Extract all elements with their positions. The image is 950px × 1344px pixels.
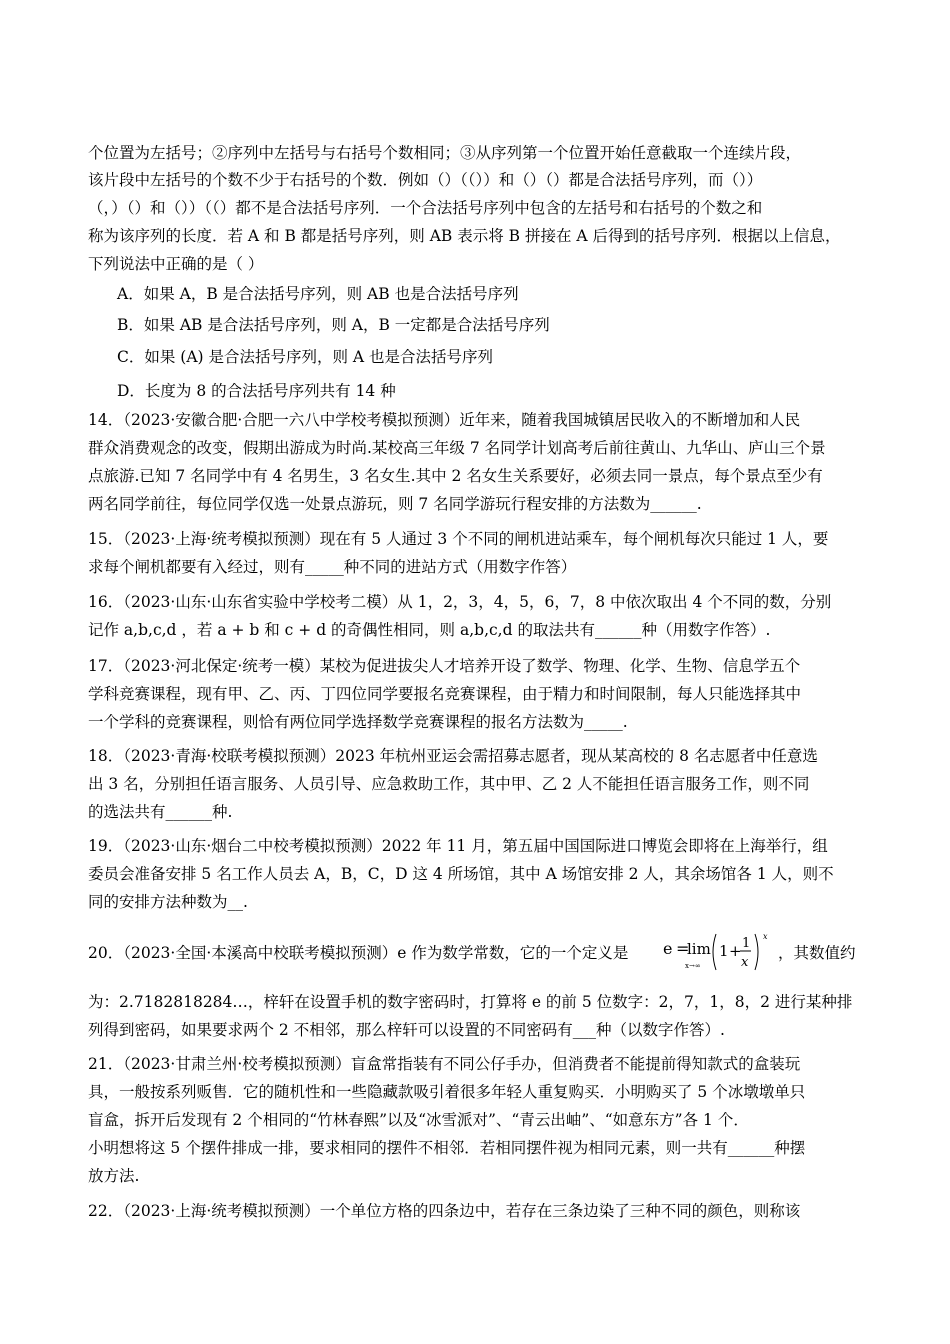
q16-line-2: 记作 a,b,c,d ，若 a + b 和 c + d 的奇偶性相同，则 a,b,c,d 的取法共有______种（用数字作答）. xyxy=(88,621,771,639)
q13-option-a: A．如果 A，B 是合法括号序列，则 AB 也是合法括号序列 xyxy=(117,285,519,303)
formula-limit-sub: x→∞ xyxy=(685,962,701,970)
q14-line-2: 群众消费观念的改变，假期出游成为时尚.某校高三年级 7 名同学计划高考后前往黄山、九华山、庐山三个景 xyxy=(88,439,826,457)
q13-option-d: D．长度为 8 的合法括号序列共有 14 种 xyxy=(117,382,396,400)
q14-line-4: 两名同学前往，每位同学仅选一处景点游玩，则 7 名同学游玩行程安排的方法数为______. xyxy=(88,495,702,513)
q15-line-1: 15．（2023·上海·统考模拟预测）现在有 5 人通过 3 个不同的闸机进站乘车，每个闸机每次只能过 1 人，要 xyxy=(88,530,829,548)
q13-line-2: 该片段中左括号的个数不少于右括号的个数．例如（）（（））和（）（）都是合法括号序列，而（）） xyxy=(88,171,763,189)
formula-denominator: x xyxy=(741,955,749,970)
q14-line-3: 点旅游.已知 7 名同学中有 4 名男生，3 名女生.其中 2 名女生关系要好，必须去同一景点，每个景点至少有 xyxy=(88,467,823,485)
q22-line-1: 22．（2023·上海·统考模拟预测）一个单位方格的四条边中，若存在三条边染了三种不同的颜色，则称该 xyxy=(88,1202,801,1220)
q13-line-5: 下列说法中正确的是（ ） xyxy=(88,255,264,273)
q13-line-3: （，）（）和（））（（）都不是合法括号序列．一个合法括号序列中包含的左括号和右括号的个数之和 xyxy=(88,199,763,217)
q13-line-4: 称为该序列的长度．若 A 和 B 都是括号序列，则 AB 表示将 B 拼接在 A 后得到的括号序列．根据以上信息， xyxy=(88,227,841,245)
q21-line-3: 盲盒，拆开后发现有 2 个相同的“竹林春熙”以及“冰雪派对”、“青云出岫”、“如意东方”各 1 个． xyxy=(88,1111,749,1129)
q13-option-b: B．如果 AB 是合法括号序列，则 A，B 一定都是合法括号序列 xyxy=(117,316,550,334)
q19-line-2: 委员会准备安排 5 名工作人员去 A，B，C，D 这 4 所场馆，其中 A 场馆安排 2 人，其余场馆各 1 人，则不 xyxy=(88,865,834,883)
q20-after-formula: ，其数值约 xyxy=(778,944,856,962)
q19-line-3: 同的安排方法种数为__. xyxy=(88,893,248,911)
formula-plus: + xyxy=(729,942,742,960)
q17-line-1: 17．（2023·河北保定·统考一模）某校为促进拔尖人才培养开设了数学、物理、化学、生物、信息学五个 xyxy=(88,657,801,675)
q20-line-2: 为：2.7182818284…，梓轩在设置手机的数字密码时，打算将 e 的前 5 位数字：2，7，1，8，2 进行某种排 xyxy=(88,993,853,1011)
formula-eq: = xyxy=(676,939,690,958)
q15-line-2: 求每个闸机都要有入经过，则有_____种不同的进站方式（用数字作答） xyxy=(88,558,577,576)
q19-line-1: 19．（2023·山东·烟台二中校考模拟预测）2022 年 11 月，第五届中国国际进口博览会即将在上海举行，组 xyxy=(88,837,828,855)
q17-line-3: 一个学科的竞赛课程，则恰有两位同学选择数学竞赛课程的报名方法数为_____. xyxy=(88,713,628,731)
q21-line-5: 放方法. xyxy=(88,1167,140,1185)
q16-line-1: 16．（2023·山东·山东省实验中学校考二模）从 1，2，3，4，5，6，7，8 中依次取出 4 个不同的数，分别 xyxy=(88,593,832,611)
q21-line-1: 21．（2023·甘肃兰州·校考模拟预测）盲盒常指装有不同公仔手办，但消费者不能提前得知款式的盒装玩 xyxy=(88,1055,801,1073)
q17-line-2: 学科竞赛课程，现有甲、乙、丙、丁四位同学要报名竞赛课程，由于精力和时间限制，每人只能选择其中 xyxy=(88,685,802,703)
formula-left-paren xyxy=(713,934,716,970)
q20-line-3: 列得到密码，如果要求两个 2 不相邻，那么梓轩可以设置的不同密码有___种（以数字作答）. xyxy=(88,1021,725,1039)
q14-line-1: 14．（2023·安徽合肥·合肥一六八中学校考模拟预测）近年来，随着我国城镇居民收入的不断增加和人民 xyxy=(88,411,801,429)
q18-line-3: 的选法共有______种. xyxy=(88,803,233,821)
q13-option-c: C．如果 (A) 是合法括号序列，则 A 也是合法括号序列 xyxy=(117,348,494,366)
limit-formula-svg xyxy=(663,930,773,974)
q21-line-2: 具，一般按系列贩售．它的随机性和一些隐藏款吸引着很多年轻人重复购买．小明购买了 5 个冰墩墩单只 xyxy=(88,1083,806,1101)
formula-e: e xyxy=(663,939,673,958)
q20-line-1: 20．（2023·全国·本溪高中校联考模拟预测）e 作为数学常数，它的一个定义是 xyxy=(88,944,629,962)
e-definition-formula xyxy=(663,930,773,974)
formula-lim: lim xyxy=(687,940,711,958)
formula-right-paren xyxy=(755,934,758,970)
formula-numerator: 1 xyxy=(742,936,751,951)
q18-line-2: 出 3 名，分别担任语言服务、人员引导、应急救助工作，其中甲、乙 2 人不能担任语言服务工作，则不同 xyxy=(88,775,810,793)
formula-exponent: x xyxy=(763,932,768,941)
formula-one: 1 xyxy=(719,942,729,960)
q21-line-4: 小明想将这 5 个摆件排成一排，要求相同的摆件不相邻．若相同摆件视为相同元素，则一共有______种摆 xyxy=(88,1139,806,1157)
q18-line-1: 18．（2023·青海·校联考模拟预测）2023 年杭州亚运会需招募志愿者，现从某高校的 8 名志愿者中任意选 xyxy=(88,747,818,765)
q13-line-1: 个位置为左括号；②序列中左括号与右括号个数相同；③从序列第一个位置开始任意截取一个连续片段， xyxy=(88,144,802,162)
